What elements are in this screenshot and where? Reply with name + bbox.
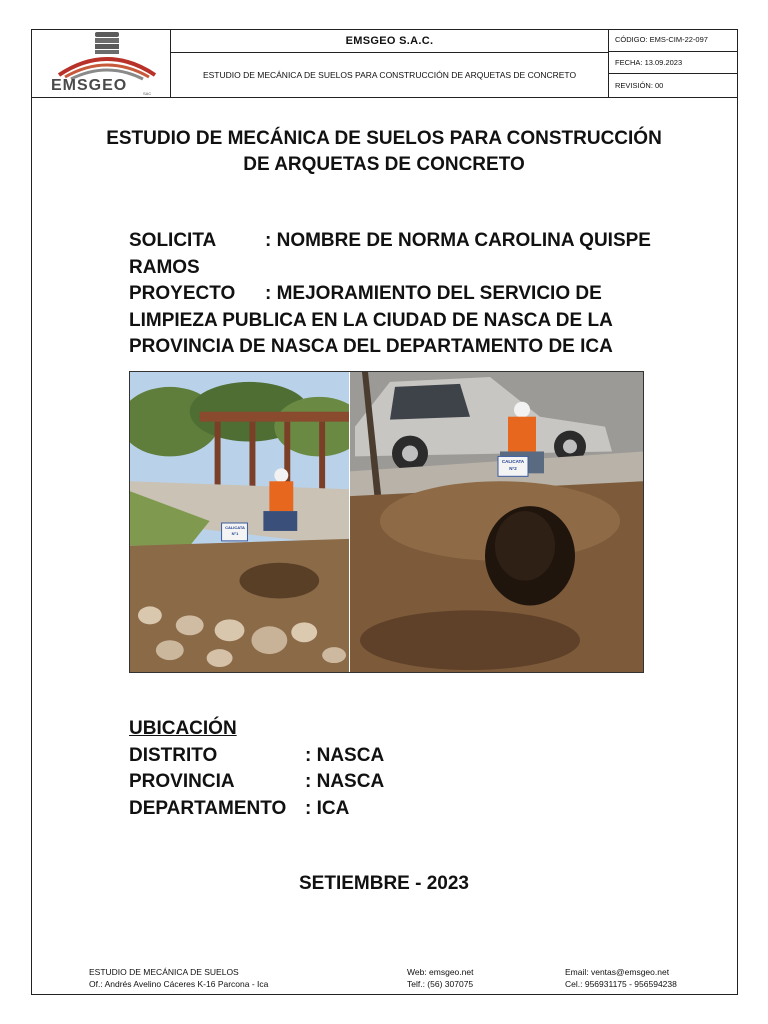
location-heading: UBICACIÓN bbox=[129, 718, 237, 739]
footer-contact bbox=[565, 966, 677, 990]
location-label: DISTRITO bbox=[129, 744, 218, 766]
proyecto-label: PROYECTO bbox=[129, 283, 236, 304]
location-label: DEPARTAMENTO bbox=[129, 797, 287, 819]
location-row-departamento bbox=[129, 796, 384, 823]
logo-subtext: SAC bbox=[143, 91, 152, 96]
photo-2-sign-label: CALICATA N°2 bbox=[501, 459, 525, 471]
header-subtitle: ESTUDIO DE MECÁNICA DE SUELOS PARA CONSTRUCCIÓN DE ARQUETAS DE CONCRETO bbox=[202, 70, 577, 80]
proyecto-value-cont-2: PROVINCIA DE NASCA DEL DEPARTAMENTO DE ICA bbox=[129, 336, 613, 357]
location-value: : ICA bbox=[305, 797, 350, 819]
photo-calicata-2 bbox=[350, 372, 643, 672]
site-photos bbox=[129, 371, 644, 673]
location-value: : NASCA bbox=[305, 771, 385, 792]
company-name: EMSGEO S.A.C. bbox=[171, 29, 608, 53]
title-line-1: ESTUDIO DE MECÁNICA DE SUELOS PARA CONSTRUCCIÓN bbox=[106, 128, 662, 149]
photo-1-sign-label: CALICATA N°1 bbox=[225, 525, 245, 536]
document-title bbox=[60, 126, 708, 178]
header-middle bbox=[171, 29, 609, 97]
location-value: : NASCA bbox=[305, 744, 385, 766]
fecha: FECHA: 13.09.2023 bbox=[609, 52, 737, 75]
photo-calicata-1 bbox=[130, 372, 350, 672]
location-row-provincia bbox=[129, 769, 384, 796]
footer-email-link[interactable]: Email: ventas@emsgeo.net bbox=[565, 967, 670, 977]
logo-cell bbox=[31, 29, 171, 97]
location-section bbox=[129, 716, 384, 822]
footer-web bbox=[407, 966, 473, 990]
location-label: PROVINCIA bbox=[129, 771, 235, 792]
solicita-label: SOLICITA bbox=[129, 230, 217, 251]
footer-cell: Cel.: 956931175 - 956594238 bbox=[565, 979, 677, 989]
codigo: CÓDIGO: EMS-CIM-22-097 bbox=[609, 29, 737, 52]
document-date: SETIEMBRE - 2023 bbox=[299, 873, 469, 894]
footer-address bbox=[89, 966, 268, 990]
title-line-2: DE ARQUETAS DE CONCRETO bbox=[243, 154, 525, 175]
footer-phone: Telf.: (56) 307075 bbox=[407, 979, 474, 989]
document-header bbox=[31, 29, 738, 98]
solicita-value-cont: RAMOS bbox=[129, 256, 200, 278]
logo-text: EMSGEO bbox=[51, 77, 128, 94]
footer-line: ESTUDIO DE MECÁNICA DE SUELOS bbox=[89, 967, 239, 977]
footer-line: Of.: Andrés Avelino Cáceres K-16 Parcona - Ica bbox=[89, 979, 269, 989]
request-info bbox=[129, 228, 689, 361]
footer-web-link[interactable]: Web: emsgeo.net bbox=[407, 967, 474, 977]
solicita-value: : NOMBRE DE NORMA CAROLINA QUISPE bbox=[265, 230, 651, 251]
proyecto-value-cont-1: LIMPIEZA PUBLICA EN LA CIUDAD DE NASCA DE LA bbox=[129, 309, 613, 331]
location-row-distrito bbox=[129, 743, 384, 770]
revision: REVISIÓN: 00 bbox=[615, 80, 664, 90]
proyecto-value: : MEJORAMIENTO DEL SERVICIO DE bbox=[265, 283, 602, 304]
header-meta bbox=[609, 29, 737, 97]
